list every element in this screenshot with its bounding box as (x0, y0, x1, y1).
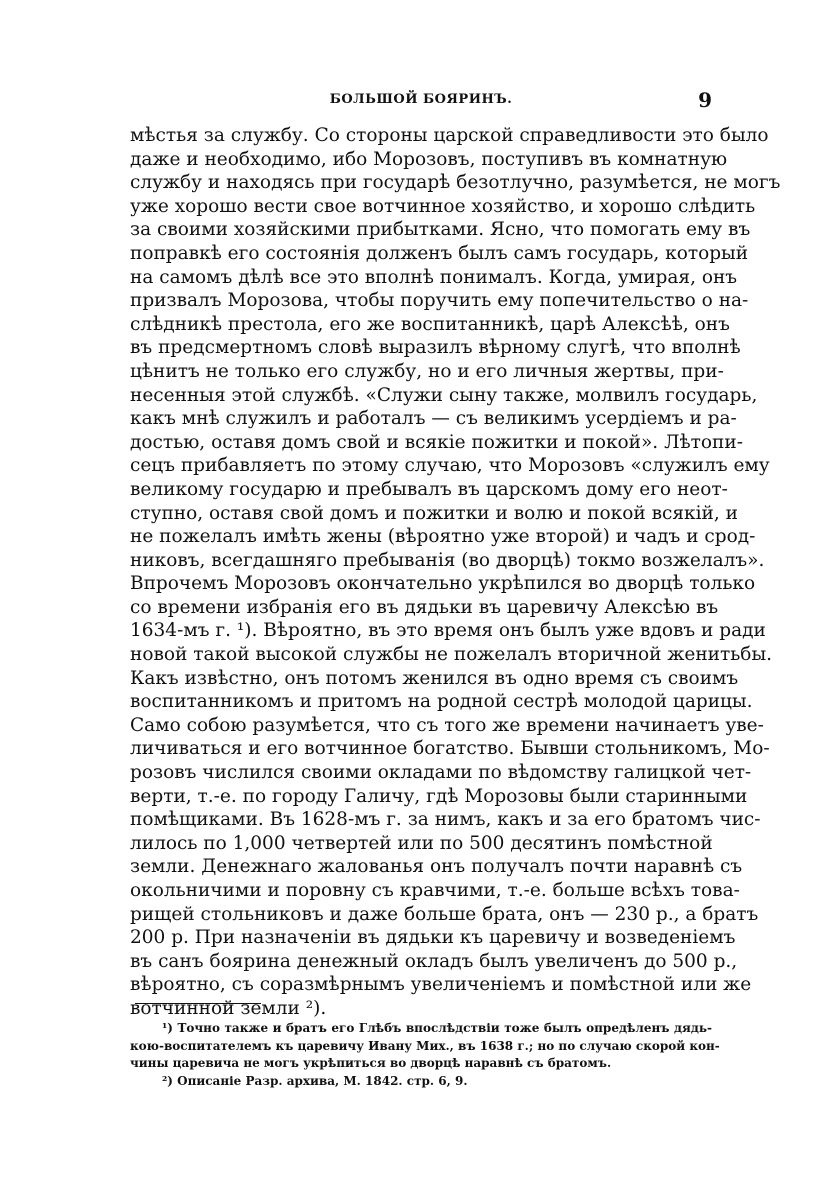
text-line: Само собою разумѣется, что съ того же времени начинаетъ уве- (130, 714, 764, 736)
text-line: вѣроятно, съ соразмѣрнымъ увеличеніемъ и помѣстной или же (130, 974, 752, 996)
text-line: несенныя этой службѣ. «Служи сыну также, молвилъ государь, (130, 384, 758, 406)
footnote-line: ²) Описаніе Разр. архива, М. 1842. стр. 6, 9. (162, 1073, 468, 1088)
page-number: 9 (698, 88, 712, 112)
text-line: не пожелалъ имѣть жены (вѣроятно уже второй) и чадъ и срод- (130, 526, 756, 548)
text-line: вотчинной земли ²). (130, 997, 327, 1019)
text-line: земли. Денежнаго жалованья онъ получалъ почти наравнѣ съ (130, 856, 743, 878)
text-line: мѣстья за службу. Со стороны царской справедливости это было (130, 125, 769, 146)
text-line: цѣнитъ не только его службу, но и его личныя жертвы, при- (130, 360, 724, 382)
body-text (130, 124, 781, 1021)
text-line: верти, т.-е. по городу Галичу, гдѣ Морозовы были старинными (130, 785, 748, 807)
text-line: достью, оставя домъ свой и всякіе пожитки и покой». Лѣтопи- (130, 431, 743, 453)
text-line: въ предсмертномъ словѣ выразилъ вѣрному слугѣ, что вполнѣ (130, 337, 741, 359)
text-line: Впрочемъ Морозовъ окончательно укрѣпился во дворцѣ только (130, 573, 756, 595)
text-line: въ санъ боярина денежный окладъ былъ увеличенъ до 500 р., (130, 950, 738, 972)
text-line: новой такой высокой службы не пожелалъ вторичной женитьбы. (130, 644, 773, 666)
text-line: какъ мнѣ служилъ и работалъ — съ великимъ усердіемъ и ра- (130, 408, 737, 430)
text-line: призвалъ Морозова, чтобы поручить ему попечительство о на- (130, 290, 749, 312)
footnote-separator (135, 1003, 261, 1004)
text-line: 1634-мъ г. ¹). Вѣроятно, въ это время онъ былъ уже вдовъ и ради (130, 620, 766, 642)
text-line: 200 р. При назначеніи въ дядьки къ царевичу и возведеніемъ (130, 927, 736, 949)
text-line: за своими хозяйскими прибытками. Ясно, что помогать ему въ (130, 219, 751, 241)
text-line: ступно, оставя свой домъ и пожитки и волю и покой всякій, и (130, 502, 738, 524)
footnotes (130, 1020, 720, 1090)
text-line: никовъ, всегдашняго пребыванія (во дворцѣ) токмо возжелалъ». (130, 549, 765, 571)
text-line: Какъ извѣстно, онъ потомъ женился въ одно время съ своимъ (130, 667, 739, 689)
text-line: окольничими и поровну съ кравчими, т.-е. больше всѣхъ това- (130, 880, 740, 901)
text-line: розовъ числился своими окладами по вѣдомству галицкой чет- (130, 762, 752, 784)
footnote-line: ¹) Точно также и братъ его Глѣбъ впослѣдствіи тоже былъ опредѣленъ дядь- (162, 1021, 712, 1035)
footnote-line: чины царевича не могъ укрѣпиться во дворцѣ наравнѣ съ братомъ. (130, 1056, 612, 1070)
page-header (130, 88, 712, 118)
text-line: сецъ прибавляетъ по этому случаю, что Морозовъ «служилъ ему (130, 455, 770, 477)
text-line: воспитанникомъ и притомъ на родной сестрѣ молодой царицы. (130, 691, 753, 713)
footnote-line: кою-воспитателемъ къ царевичу Ивану Мих., въ 1638 г.; но по случаю скорой кон- (130, 1038, 720, 1053)
text-line: лилось по 1,000 четвертей или по 500 десятинъ помѣстной (130, 832, 713, 854)
text-line: со времени избранія его въ дядьки въ царевичу Алексѣю въ (130, 596, 719, 618)
text-line: великому государю и пребывалъ въ царскомъ дому его неот- (130, 478, 728, 500)
text-line: слѣдникѣ престола, его же воспитанникѣ, царѣ Алексѣѣ, онъ (130, 313, 730, 335)
text-line: поправкѣ его состоянія долженъ былъ самъ государь, который (130, 242, 749, 264)
text-line: даже и необходимо, ибо Морозовъ, поступивъ въ комнатную (130, 148, 728, 170)
text-line: уже хорошо вести свое вотчинное хозяйство, и хорошо слѣдить (130, 195, 756, 217)
text-line: помѣщиками. Въ 1628-мъ г. за нимъ, какъ и за его братомъ чис- (130, 809, 761, 831)
text-line: на самомъ дѣлѣ все это вполнѣ понималъ. Когда, умирая, онъ (130, 266, 738, 288)
text-line: личиваться и его вотчинное богатство. Бывши стольникомъ, Мо- (130, 738, 770, 760)
text-line: рищей стольниковъ и даже больше брата, онъ — 230 р., а братъ (130, 903, 759, 925)
text-line: службу и находясь при государѣ безотлучно, разумѣется, не могъ (130, 172, 781, 194)
running-head: БОЛЬШОЙ БОЯРИНЪ. (329, 92, 513, 107)
